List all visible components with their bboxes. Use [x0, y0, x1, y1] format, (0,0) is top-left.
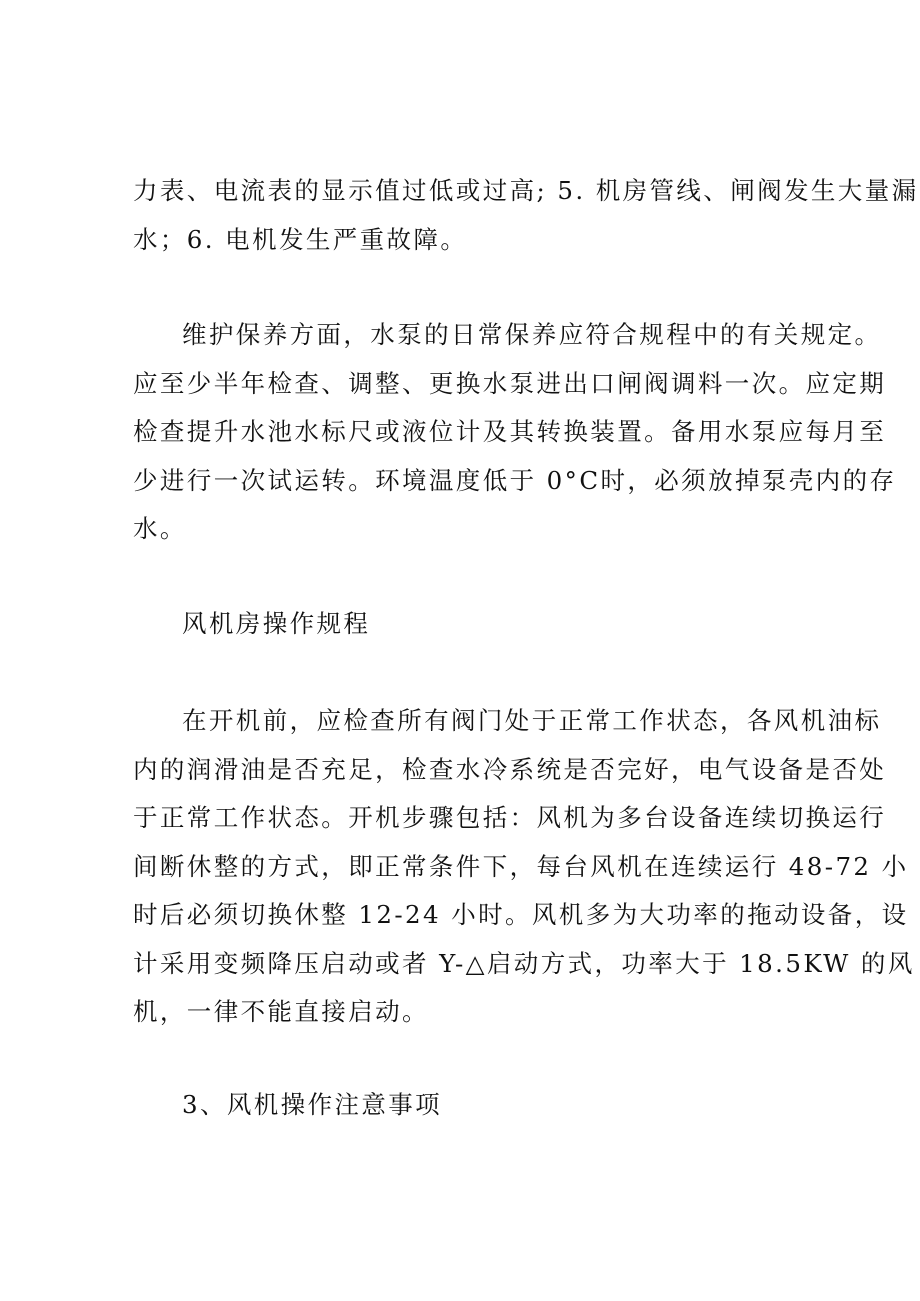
text-line: 水。 [133, 514, 187, 543]
section-heading-fan-room [133, 600, 793, 649]
text-line: 于正常工作状态。开机步骤包括：风机为多台设备连续切换运行 [133, 803, 887, 832]
text-line: 间断休整的方式，即正常条件下，每台风机在连续运行 48-72 小 [133, 851, 909, 881]
heading-text: 3、风机操作注意事项 [182, 1090, 443, 1119]
text-line: 内的润滑油是否充足，检查水冷系统是否完好，电气设备是否处 [133, 754, 887, 784]
text-line: 水；6. 电机发生严重故障。 [133, 224, 468, 254]
text-line: 计采用变频降压启动或者 Y-△启动方式，功率大于 18.5KW 的风 [133, 948, 915, 978]
text-line: 检查提升水池水标尺或液位计及其转换装置。备用水泵应每月至 [133, 417, 887, 446]
paragraph-pump-fault-conditions [133, 167, 919, 264]
paragraph-pump-maintenance [133, 311, 897, 554]
section-heading-fan-precautions [133, 1081, 793, 1130]
text-line: 在开机前，应检查所有阀门处于正常工作状态，各风机油标 [182, 706, 882, 735]
text-line: 维护保养方面，水泵的日常保养应符合规程中的有关规定。 [182, 320, 882, 349]
text-line: 时后必须切换休整 12-24 小时。风机多为大功率的拖动设备，设 [133, 900, 909, 929]
text-line: 力表、电流表的显示值过低或过高; 5. 机房管线、闸阀发生大量漏 [133, 176, 919, 205]
text-line: 少进行一次试运转。环境温度低于 0°C时，必须放掉泵壳内的存 [133, 465, 897, 495]
text-line: 机，一律不能直接启动。 [133, 997, 429, 1026]
paragraph-fan-startup [133, 697, 915, 1037]
heading-text: 风机房操作规程 [182, 609, 371, 638]
text-line: 应至少半年检查、调整、更换水泵进出口闸阀调料一次。应定期 [133, 368, 887, 398]
